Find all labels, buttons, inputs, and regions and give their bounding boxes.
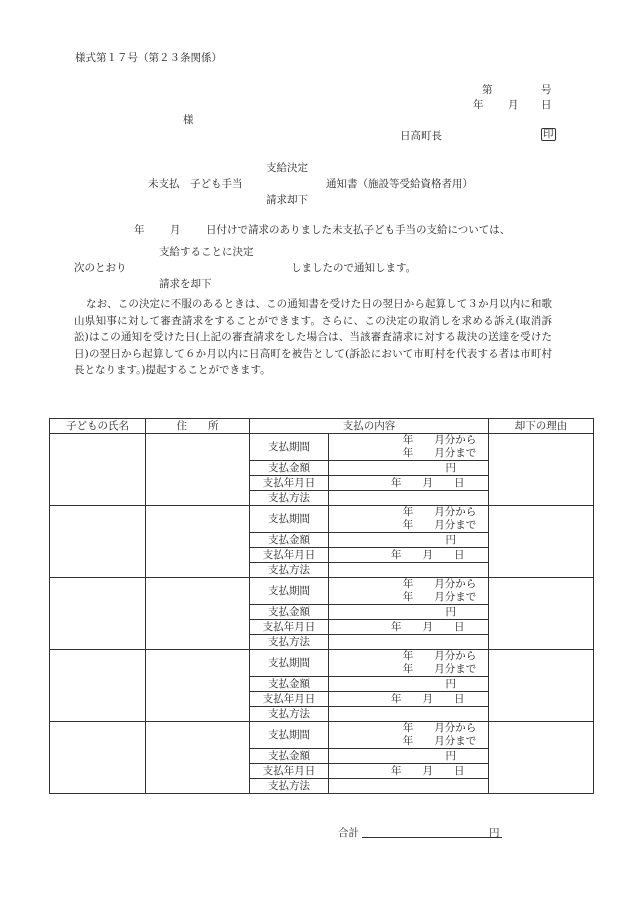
address-cell[interactable] bbox=[146, 434, 250, 506]
method-label: 支払方法 bbox=[250, 779, 329, 794]
body-option-reject: 請求を却下 bbox=[159, 278, 212, 290]
method-value[interactable] bbox=[329, 779, 489, 794]
period-to: 年 月分まで bbox=[402, 735, 477, 747]
amount-label: 支払金額 bbox=[250, 677, 329, 692]
method-label: 支払方法 bbox=[250, 707, 329, 722]
title-suffix: 通知書（施設等受給資格者用） bbox=[326, 178, 473, 190]
rejection-reason-cell[interactable] bbox=[489, 650, 594, 722]
period-value[interactable] bbox=[329, 434, 489, 461]
address-cell[interactable] bbox=[146, 506, 250, 578]
date-value[interactable]: 年 月 日 bbox=[329, 692, 489, 707]
period-from: 年 月分から bbox=[402, 506, 477, 518]
date-label: 支払年月日 bbox=[250, 620, 329, 635]
date-value[interactable]: 年 月 日 bbox=[329, 620, 489, 635]
period-value[interactable] bbox=[329, 506, 489, 533]
rejection-reason-cell[interactable] bbox=[489, 722, 594, 794]
body-month-label: 月 bbox=[170, 224, 181, 236]
amount-value[interactable]: 円 bbox=[329, 533, 489, 548]
amount-label: 支払金額 bbox=[250, 461, 329, 476]
form-number: 様式第１７号（第２３条関係） bbox=[75, 52, 222, 64]
header-address: 住 所 bbox=[146, 419, 250, 434]
table-row bbox=[50, 506, 594, 533]
table-header-row bbox=[50, 419, 594, 434]
amount-label: 支払金額 bbox=[250, 749, 329, 764]
date-label: 支払年月日 bbox=[250, 548, 329, 563]
child-name-cell[interactable] bbox=[50, 578, 146, 650]
address-cell[interactable] bbox=[146, 650, 250, 722]
total-underline bbox=[362, 836, 502, 838]
period-value[interactable] bbox=[329, 650, 489, 677]
date-day-label: 日 bbox=[541, 99, 552, 111]
table-row bbox=[50, 650, 594, 677]
amount-value[interactable]: 円 bbox=[329, 677, 489, 692]
date-year-label: 年 bbox=[473, 99, 484, 111]
date-label: 支払年月日 bbox=[250, 692, 329, 707]
method-value[interactable] bbox=[329, 491, 489, 506]
header-payment-content: 支払の内容 bbox=[250, 419, 489, 434]
child-name-cell[interactable] bbox=[50, 434, 146, 506]
seal-mark: 印 bbox=[543, 128, 554, 140]
period-label: 支払期間 bbox=[250, 434, 329, 461]
date-value[interactable]: 年 月 日 bbox=[329, 476, 489, 491]
date-label: 支払年月日 bbox=[250, 764, 329, 779]
header-rejection-reason: 却下の理由 bbox=[489, 419, 594, 434]
method-label: 支払方法 bbox=[250, 491, 329, 506]
title-option-decision: 支給決定 bbox=[266, 162, 308, 174]
period-from: 年 月分から bbox=[402, 578, 477, 590]
amount-label: 支払金額 bbox=[250, 533, 329, 548]
child-name-cell[interactable] bbox=[50, 650, 146, 722]
amount-value[interactable]: 円 bbox=[329, 749, 489, 764]
method-value[interactable] bbox=[329, 707, 489, 722]
addressee-suffix: 様 bbox=[183, 114, 194, 126]
amount-value[interactable]: 円 bbox=[329, 605, 489, 620]
period-to: 年 月分まで bbox=[402, 447, 477, 459]
date-value[interactable]: 年 月 日 bbox=[329, 548, 489, 563]
total-label: 合計 bbox=[338, 827, 359, 839]
method-label: 支払方法 bbox=[250, 563, 329, 578]
method-value[interactable] bbox=[329, 635, 489, 650]
amount-label: 支払金額 bbox=[250, 605, 329, 620]
address-cell[interactable] bbox=[146, 722, 250, 794]
issuer-name: 日高町長 bbox=[400, 130, 442, 142]
child-name-cell[interactable] bbox=[50, 722, 146, 794]
amount-value[interactable]: 円 bbox=[329, 461, 489, 476]
period-value[interactable] bbox=[329, 722, 489, 749]
doc-number-prefix: 第 bbox=[482, 84, 493, 96]
rejection-reason-cell[interactable] bbox=[489, 506, 594, 578]
period-from: 年 月分から bbox=[402, 722, 477, 734]
body-option-pay: 支給することに決定 bbox=[159, 246, 254, 258]
appeal-notice: なお、この決定に不服のあるときは、この通知書を受けた日の翌日から起算して３か月以内に和歌山県知事に対して審査請求をすることができます。さらに、この決定の取消しを求める訴え(取消訴訟)はこの通知を受けた日(上記の審査請求をした場合は、当該審査請求に対する裁決の送達を受けた日)の翌日から起算して６か月以内に日高町を被告として(訴訟において市町村を代表する者は市町村長となります。)提起することができます。 bbox=[74, 298, 552, 376]
doc-number-suffix: 号 bbox=[541, 84, 552, 96]
address-cell[interactable] bbox=[146, 578, 250, 650]
method-value[interactable] bbox=[329, 563, 489, 578]
body-line-1: 日付けで請求のありました未支払子ども手当の支給については、 bbox=[206, 224, 511, 236]
child-name-cell[interactable] bbox=[50, 506, 146, 578]
period-to: 年 月分まで bbox=[402, 591, 477, 603]
period-from: 年 月分から bbox=[402, 650, 477, 662]
body-line-2-prefix: 次のとおり bbox=[74, 262, 127, 274]
payment-table bbox=[49, 418, 594, 794]
body-year-label: 年 bbox=[134, 224, 145, 236]
period-label: 支払期間 bbox=[250, 578, 329, 605]
rejection-reason-cell[interactable] bbox=[489, 578, 594, 650]
date-label: 支払年月日 bbox=[250, 476, 329, 491]
title-option-rejection: 請求却下 bbox=[266, 194, 308, 206]
body-line-2-suffix: しましたので通知します。 bbox=[291, 262, 417, 274]
table-row bbox=[50, 578, 594, 605]
period-label: 支払期間 bbox=[250, 650, 329, 677]
period-label: 支払期間 bbox=[250, 506, 329, 533]
period-label: 支払期間 bbox=[250, 722, 329, 749]
period-to: 年 月分まで bbox=[402, 519, 477, 531]
table-row bbox=[50, 434, 594, 461]
total-unit: 円 bbox=[489, 827, 500, 839]
rejection-reason-cell[interactable] bbox=[489, 434, 594, 506]
period-from: 年 月分から bbox=[402, 434, 477, 446]
date-month-label: 月 bbox=[508, 99, 519, 111]
header-child-name: 子どもの氏名 bbox=[50, 419, 146, 434]
method-label: 支払方法 bbox=[250, 635, 329, 650]
title-prefix: 未支払 子ども手当 bbox=[148, 178, 243, 190]
period-value[interactable] bbox=[329, 578, 489, 605]
period-to: 年 月分まで bbox=[402, 663, 477, 675]
date-value[interactable]: 年 月 日 bbox=[329, 764, 489, 779]
table-row bbox=[50, 722, 594, 749]
